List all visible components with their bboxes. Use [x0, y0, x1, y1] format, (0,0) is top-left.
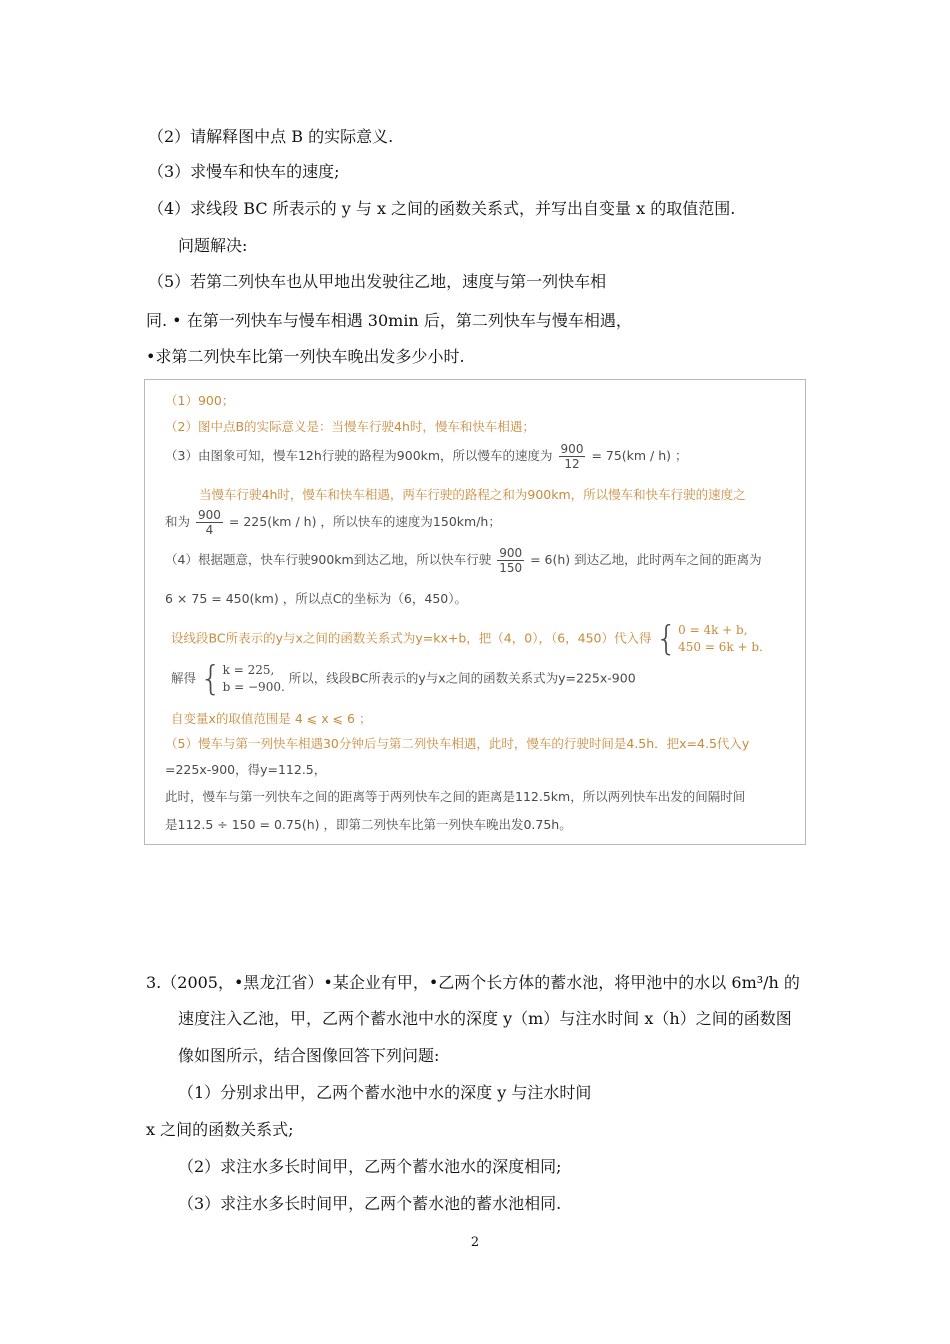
solution-4c — [171, 619, 763, 659]
solution-5b: =225x-900，得y=112.5， — [165, 762, 327, 777]
problem-3-line2: 速度注入乙池，甲，乙两个蓄水池中水的深度 y（m）与注水时间 x（h）之间的函数图 — [178, 1009, 792, 1028]
equation-system — [655, 619, 763, 659]
equation-line: 0 = 4k + b, — [678, 623, 748, 637]
problem-3-line4: （1）分别求出甲，乙两个蓄水池中水的深度 y 与注水时间 — [178, 1083, 592, 1102]
solution-4-result: = 6(h) 到达乙地，此时两车之间的距离为 — [530, 552, 762, 567]
solution-1: （1）900； — [165, 393, 235, 408]
question-4: （4）求线段 BC 所表示的 y 与 x 之间的函数关系式，并写出自变量 x 的取值范围. — [148, 199, 736, 218]
fraction-numerator: 900 — [560, 442, 584, 456]
equation-system — [200, 659, 285, 699]
solution-4d — [171, 659, 636, 699]
section-heading: 问题解决: — [178, 236, 248, 255]
problem-3-line7: （3）求注水多长时间甲，乙两个蓄水池的蓄水池相同. — [178, 1194, 562, 1213]
left-brace-icon: { — [655, 619, 678, 659]
problem-3-line1: 3.（2005，•黑龙江省）•某企业有甲，•乙两个长方体的蓄水池，将甲池中的水以 6m³/h 的 — [146, 973, 800, 992]
solution-4b: 6 × 75 = 450(km) ，所以点C的坐标为（6，450）。 — [165, 591, 467, 606]
solution-box — [144, 379, 806, 845]
solution-4-text: （4）根据题意，快车行驶900km到达乙地，所以快车行驶 — [165, 552, 492, 567]
fraction-numerator: 900 — [499, 546, 523, 560]
solution-3c — [165, 508, 501, 537]
solution-3 — [165, 442, 688, 471]
fraction-denominator: 12 — [564, 457, 580, 471]
equation-line: b = −900. — [222, 680, 285, 694]
fraction-numerator: 900 — [198, 508, 221, 522]
solution-3c-text: 和为 — [165, 514, 191, 529]
solution-3b: 当慢车行驶4h时，慢车和快车相遇，两车行驶的路程之和为900km，所以慢车和快车行驶的速度之 — [199, 487, 746, 502]
fraction — [497, 546, 524, 575]
solution-5a: （5）慢车与第一列快车相遇30分钟后与第二列快车相遇，此时，慢车的行驶时间是4.5h．把x=4.5代入y — [165, 736, 750, 751]
problem-3-line6: （2）求注水多长时间甲，乙两个蓄水池水的深度相同; — [178, 1157, 562, 1176]
question-3: （3）求慢车和快车的速度; — [148, 162, 340, 181]
solution-5c: 此时，慢车与第一列快车之间的距离等于两列快车之间的距离是112.5km，所以两列快车出发的间隔时间 — [165, 789, 746, 804]
equation-line: 450 = 6k + b. — [678, 640, 763, 654]
solution-4c-text: 设线段BC所表示的y与x之间的函数关系式为y=kx+b，把（4，0），（6，450）代入得 — [171, 630, 652, 646]
solution-4d-label: 解得 — [171, 670, 197, 686]
question-5-line1: （5）若第二列快车也从甲地出发驶往乙地，速度与第一列快车相 — [148, 272, 607, 291]
solution-2: （2）图中点B的实际意义是：当慢车行驶4h时，慢车和快车相遇； — [165, 419, 535, 434]
solution-4 — [165, 546, 762, 575]
fraction-denominator: 150 — [499, 561, 523, 575]
question-2: （2）请解释图中点 B 的实际意义. — [148, 127, 394, 146]
solution-3-text: （3）由图象可知，慢车12h行驶的路程为900km，所以慢车的速度为 — [165, 448, 553, 463]
fraction — [196, 508, 223, 537]
problem-3-line3: 像如图所示，结合图像回答下列问题: — [178, 1046, 440, 1065]
equation-line: k = 225, — [222, 663, 275, 677]
problem-3-line5: x 之间的函数关系式; — [146, 1120, 294, 1139]
fraction — [559, 442, 586, 471]
solution-4d-text: 所以，线段BC所表示的y与x之间的函数关系式为y=225x-900 — [288, 670, 636, 686]
solution-5d: 是112.5 ÷ 150 = 0.75(h) ，即第二列快车比第一列快车晚出发0.75h。 — [165, 817, 572, 832]
solution-4e: 自变量x的取值范围是 4 ⩽ x ⩽ 6 ； — [171, 711, 372, 726]
left-brace-icon: { — [200, 659, 222, 699]
solution-3-result: = 75(km / h) ； — [591, 448, 688, 463]
question-5-line3: •求第二列快车比第一列快车晚出发多少小时. — [146, 347, 465, 366]
fraction-denominator: 4 — [205, 523, 214, 537]
page-number: 2 — [470, 1235, 480, 1250]
solution-3c-result: = 225(km / h) ，所以快车的速度为150km/h； — [228, 514, 501, 529]
question-5-line2: 同. • 在第一列快车与慢车相遇 30min 后，第二列快车与慢车相遇， — [146, 311, 632, 330]
